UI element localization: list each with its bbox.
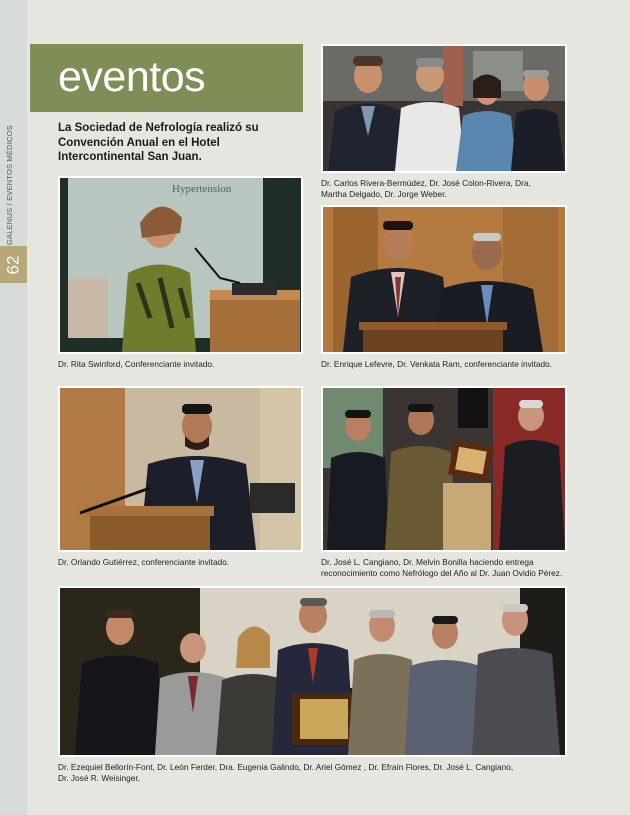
photo-caption: Dr. Carlos Rivera-Bermúdez, Dr. José Colon-Rivera, Dra. Martha Delgado, Dr. Jorge Weber. [321,178,531,199]
section-label: GALENUS / EVENTOS MÉDICOS [5,125,14,245]
photo-speaker-man [58,386,303,552]
photo-caption: Dr. Enrique Lefevre, Dr. Venkata Ram, conferenciante invitado. [321,359,553,369]
section-banner [30,44,303,112]
page-number: 62 [3,255,23,274]
photo-group-four [321,44,567,173]
page-title: eventos [58,53,206,101]
photo-two-speakers [321,205,567,354]
photo-caption: Dr. Orlando Gutiérrez, conferenciante invitado. [58,557,230,567]
slide-title: Hypertension [172,183,232,195]
photo-caption: Dr. José L. Cangiano, Dr. Melvin Bonilla haciendo entrega reconocimiento como Nefrólogo del Año al Dr. Juan Ovidio Pérez. [321,557,563,578]
photo-speaker-woman [58,176,303,354]
photo-award [321,386,567,552]
photo-caption: Dr. Rita Swinford, Conferenciante invitado. [58,359,215,369]
sidebar-strip [0,0,27,815]
page-number-box [0,246,27,283]
photo-caption: Dr. Ezequiel Bellorín-Font, Dr. León Ferder, Dra. Eugenia Galindo, Dr. Ariel Gómez , Dr. Efraín Flores, Dr. José L. Cangiano, Dr. José R. Weisinger. [58,762,514,783]
photo-group-seven [58,586,567,757]
intro-text: La Sociedad de Nefrología realizó su Convención Anual en el Hotel Intercontinental San Juan. [58,122,259,163]
